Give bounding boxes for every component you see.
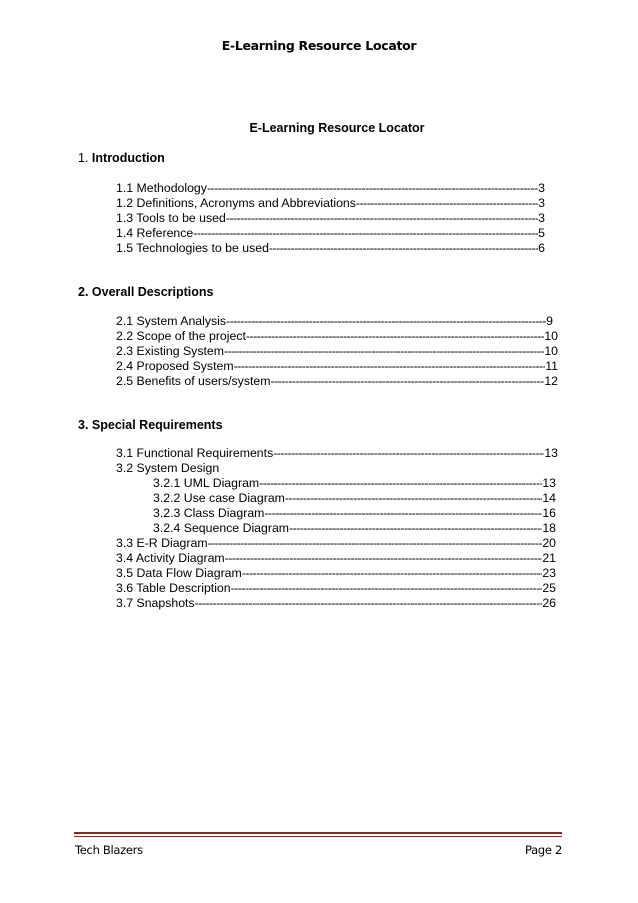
footer-company: Tech Blazers — [75, 843, 143, 857]
toc-entry[interactable] — [116, 329, 558, 344]
toc-entry-page: 3 — [538, 196, 545, 210]
toc-entry-label: 3.7 Snapshots — [116, 596, 195, 610]
footer-divider-thin — [74, 836, 562, 837]
section-heading-special-requirements — [78, 418, 223, 432]
toc-leader-dots — [356, 196, 538, 211]
toc-leader-dots — [207, 181, 538, 196]
toc-entry[interactable] — [116, 551, 556, 566]
toc-entry-page: 13 — [542, 476, 556, 490]
toc-entry-page: 11 — [545, 359, 558, 373]
toc-entry[interactable] — [116, 446, 558, 461]
section-number: 2. — [78, 285, 89, 299]
toc-entry-label: 1.1 Methodology — [116, 181, 207, 195]
toc-entry-page: 26 — [542, 596, 556, 610]
toc-entry[interactable] — [116, 241, 545, 256]
toc-entry-label: 3.5 Data Flow Diagram — [116, 566, 242, 580]
section-number: 1. — [78, 151, 89, 165]
toc-leader-dots — [269, 241, 538, 256]
toc-entry-page: 10 — [544, 329, 558, 343]
toc-entry[interactable] — [116, 344, 558, 359]
toc-entry-label: 3.2.3 Class Diagram — [153, 506, 265, 520]
toc-entry-label: 2.4 Proposed System — [116, 359, 234, 373]
toc-entry-page: 3 — [538, 211, 545, 225]
toc-entry[interactable] — [116, 359, 558, 374]
footer-divider — [74, 832, 562, 834]
toc-leader-dots — [285, 491, 542, 506]
section-title: Overall Descriptions — [91, 285, 214, 299]
toc-leader-dots — [208, 536, 543, 551]
toc-entry-label: 1.2 Definitions, Acronyms and Abbreviations — [116, 196, 356, 210]
toc-leader-dots — [273, 446, 544, 461]
toc-entry[interactable] — [116, 581, 556, 596]
section-heading-overall-descriptions — [78, 285, 214, 299]
section-heading-introduction — [78, 151, 165, 165]
section-number: 3. — [78, 418, 89, 432]
toc-entry[interactable] — [116, 211, 545, 226]
toc-entry-label: 2.5 Benefits of users/system — [116, 374, 271, 388]
toc-entry-label: 3.4 Activity Diagram — [116, 551, 225, 565]
toc-entry-page: 5 — [538, 226, 545, 240]
toc-entry-page: 12 — [544, 374, 558, 388]
running-header-title: E-Learning Resource Locator — [221, 38, 417, 53]
toc-entry-label: 1.5 Technologies to be used — [116, 241, 269, 255]
toc-entry[interactable] — [116, 196, 545, 211]
toc-leader-dots — [289, 521, 542, 536]
toc-entry-page: 25 — [542, 581, 556, 595]
toc-entry-label: 3.2.1 UML Diagram — [153, 476, 260, 490]
toc-entry-label: 3.3 E-R Diagram — [116, 536, 208, 550]
toc-entry-page: 3 — [538, 181, 545, 195]
toc-leader-dots — [246, 329, 544, 344]
toc-entry-page: 10 — [544, 344, 558, 358]
toc-entry-label: 1.4 Reference — [116, 226, 194, 240]
toc-leader-dots — [270, 374, 544, 389]
section-title: Special Requirements — [91, 418, 223, 432]
toc-entry-label: 2.1 System Analysis — [116, 314, 227, 328]
toc-entry-label: 3.1 Functional Requirements — [116, 446, 274, 460]
toc-entry-page: 9 — [546, 314, 553, 328]
toc-entry[interactable] — [116, 314, 553, 329]
toc-entry-label: 3.2 System Design — [116, 461, 220, 475]
toc-entry-page: 18 — [542, 521, 556, 535]
toc-entry-label: 3.6 Table Description — [116, 581, 231, 595]
toc-entry[interactable] — [116, 226, 545, 241]
toc-entry[interactable] — [116, 566, 556, 581]
toc-leader-dots — [193, 226, 538, 241]
toc-entry-page: 23 — [542, 566, 556, 580]
toc-entry[interactable] — [153, 521, 556, 536]
toc-leader-dots — [224, 344, 544, 359]
toc-entry[interactable] — [116, 461, 316, 476]
toc-entry-label: 2.2 Scope of the project — [116, 329, 246, 343]
toc-leader-dots — [234, 359, 546, 374]
document-title: E-Learning Resource Locator — [249, 121, 425, 135]
toc-entry[interactable] — [116, 596, 556, 611]
toc-entry-page: 13 — [544, 446, 558, 460]
toc-entry-label: 3.2.4 Sequence Diagram — [153, 521, 290, 535]
toc-entry[interactable] — [153, 491, 556, 506]
toc-entry-page: 21 — [542, 551, 556, 565]
toc-leader-dots — [264, 506, 542, 521]
toc-entry-label: 1.3 Tools to be used — [116, 211, 226, 225]
toc-leader-dots — [226, 314, 546, 329]
toc-entry[interactable] — [116, 374, 558, 389]
toc-entry[interactable] — [153, 506, 556, 521]
toc-leader-dots — [195, 596, 543, 611]
toc-leader-dots — [242, 566, 543, 581]
toc-entry[interactable] — [116, 536, 556, 551]
toc-leader-dots — [225, 551, 543, 566]
toc-entry-label: 2.3 Existing System — [116, 344, 224, 358]
toc-entry[interactable] — [153, 476, 556, 491]
toc-entry-page: 6 — [538, 241, 545, 255]
toc-entry[interactable] — [116, 181, 545, 196]
toc-leader-dots — [231, 581, 543, 596]
toc-entry-page: 14 — [542, 491, 556, 505]
toc-entry-page: 16 — [542, 506, 556, 520]
toc-entry-label: 3.2.2 Use case Diagram — [153, 491, 285, 505]
footer-page-number: Page 2 — [524, 843, 562, 857]
toc-leader-dots — [259, 476, 542, 491]
toc-leader-dots — [226, 211, 538, 226]
toc-entry-page: 20 — [542, 536, 556, 550]
section-title: Introduction — [91, 151, 165, 165]
